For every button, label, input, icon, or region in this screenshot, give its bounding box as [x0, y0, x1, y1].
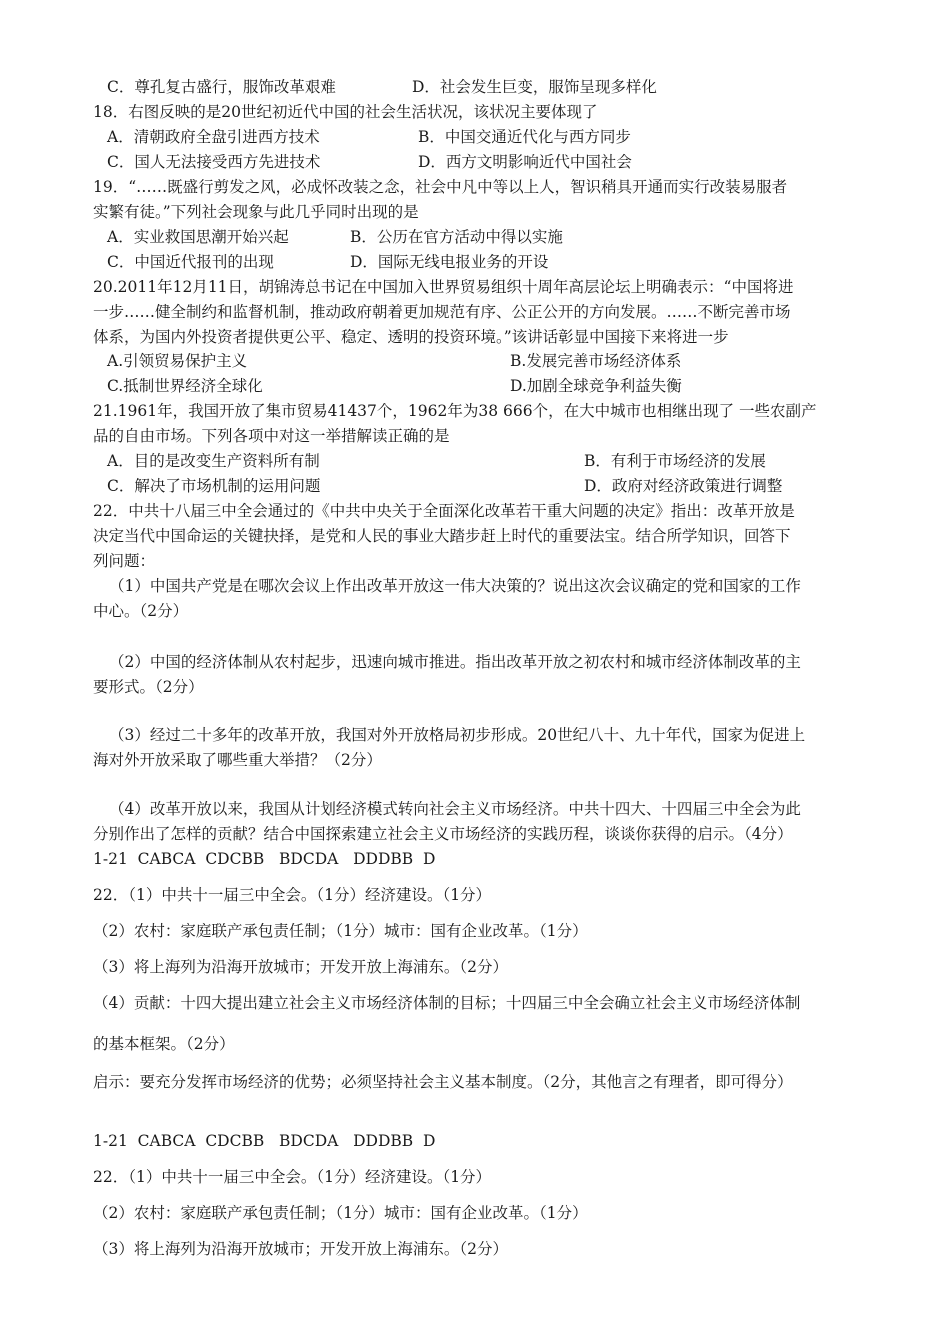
q19-stem-line2: 实繁有徒。”下列社会现象与此几乎同时出现的是 — [93, 203, 419, 221]
q21-option-d: D．政府对经济政策进行调整 — [584, 477, 783, 495]
q20-stem-line1: 20.2011年12月11日，胡锦涛总书记在中国加入世界贸易组织十周年高层论坛上明确表示：“中国将进 — [93, 278, 794, 296]
answer-22-4-line1: （4）贡献：十四大提出建立社会主义市场经济体制的目标；十四届三中全会确立社会主义市场经济体制 — [93, 994, 801, 1012]
q22-part1-line2: 中心。（2分） — [93, 602, 189, 620]
answers-mc: 1-21 CABCA CDCBB BDCDA DDDBB D — [93, 850, 436, 868]
q19-option-d: D．国际无线电报业务的开设 — [350, 253, 549, 271]
q20-option-d: D.加剧全球竞争利益失衡 — [510, 377, 682, 395]
q21-option-c: C．解决了市场机制的运用问题 — [107, 477, 321, 495]
q17-option-d: D．社会发生巨变，服饰呈现多样化 — [412, 78, 657, 96]
q22-part1-line1: （1）中国共产党是在哪次会议上作出改革开放这一伟大决策的？说出这次会议确定的党和国家的工作 — [109, 577, 801, 595]
answer-22-1-repeat: 22．（1）中共十一届三中全会。（1分）经济建设。（1分） — [93, 1168, 492, 1186]
q20-option-a: A.引领贸易保护主义 — [107, 352, 248, 370]
q22-part4-line1: （4）改革开放以来，我国从计划经济模式转向社会主义市场经济。中共十四大、十四届三中全会为此 — [109, 800, 801, 818]
answer-22-2-repeat: （2）农村：家庭联产承包责任制；（1分）城市：国有企业改革。（1分） — [93, 1204, 588, 1222]
q21-stem-line1: 21.1961年，我国开放了集市贸易41437个，1962年为38 666个，在大中城市也相继出现了 一些农副产 — [93, 402, 817, 420]
q22-part3-line2: 海对外开放采取了哪些重大举措？（2分） — [93, 751, 382, 769]
q21-option-a: A．目的是改变生产资料所有制 — [107, 452, 320, 470]
q22-part3-line1: （3）经过二十多年的改革开放，我国对外开放格局初步形成。20世纪八十、九十年代，国家为促进上 — [109, 726, 806, 744]
q21-option-b: B．有利于市场经济的发展 — [584, 452, 766, 470]
answer-22-2: （2）农村：家庭联产承包责任制；（1分）城市：国有企业改革。（1分） — [93, 922, 588, 940]
q18-option-d: D．西方文明影响近代中国社会 — [418, 153, 632, 171]
q22-stem-line3: 列问题： — [93, 552, 156, 570]
answer-22-3: （3）将上海列为沿海开放城市；开发开放上海浦东。（2分） — [93, 958, 508, 976]
q18-option-b: B．中国交通近代化与西方同步 — [418, 128, 631, 146]
q22-stem-line1: 22．中共十八届三中全会通过的《中共中央关于全面深化改革若干重大问题的决定》指出：改革开放是 — [93, 502, 795, 520]
answer-22-1: 22．（1）中共十一届三中全会。（1分）经济建设。（1分） — [93, 886, 492, 904]
q22-part4-line2: 分别作出了怎样的贡献？结合中国探索建立社会主义市场经济的实践历程，谈谈你获得的启示。（4分） — [93, 825, 793, 843]
q20-option-c: C.抵制世界经济全球化 — [107, 377, 263, 395]
q19-option-b: B．公历在官方活动中得以实施 — [350, 228, 563, 246]
answer-22-3-repeat: （3）将上海列为沿海开放城市；开发开放上海浦东。（2分） — [93, 1240, 508, 1258]
q17-option-c: C．尊孔复古盛行，服饰改革艰难 — [107, 78, 336, 96]
q19-option-c: C．中国近代报刊的出现 — [107, 253, 274, 271]
q18-stem: 18．右图反映的是20世纪初近代中国的社会生活状况，该状况主要体现了 — [93, 103, 598, 121]
q19-option-a: A．实业救国思潮开始兴起 — [107, 228, 289, 246]
q20-stem-line3: 体系，为国内外投资者提供更公平、稳定、透明的投资环境。”该讲话彰显中国接下来将进一步 — [93, 328, 729, 346]
q19-stem-line1: 19．“……既盛行剪发之风，必成怀改装之念，社会中凡中等以上人，智识稍具开通而实行改装易服者 — [93, 178, 788, 196]
q21-stem-line2: 品的自由市场。下列各项中对这一举措解读正确的是 — [93, 427, 450, 445]
q20-stem-line2: 一步……健全制约和监督机制，推动政府朝着更加规范有序、公正公开的方向发展。……不断完善市场 — [93, 303, 791, 321]
answers-mc-repeat: 1-21 CABCA CDCBB BDCDA DDDBB D — [93, 1132, 436, 1150]
q22-part2-line1: （2）中国的经济体制从农村起步，迅速向城市推进。指出改革开放之初农村和城市经济体制改革的主 — [109, 653, 801, 671]
q18-option-c: C．国人无法接受西方先进技术 — [107, 153, 321, 171]
answer-22-5: 启示：要充分发挥市场经济的优势；必须坚持社会主义基本制度。（2分，其他言之有理者，即可得分） — [93, 1073, 793, 1091]
q22-stem-line2: 决定当代中国命运的关键抉择，是党和人民的事业大踏步赶上时代的重要法宝。结合所学知识，回答下 — [93, 527, 791, 545]
q18-option-a: A．清朝政府全盘引进西方技术 — [107, 128, 320, 146]
q20-option-b: B.发展完善市场经济体系 — [510, 352, 682, 370]
answer-22-4-line2: 的基本框架。（2分） — [93, 1035, 235, 1053]
q22-part2-line2: 要形式。（2分） — [93, 678, 204, 696]
